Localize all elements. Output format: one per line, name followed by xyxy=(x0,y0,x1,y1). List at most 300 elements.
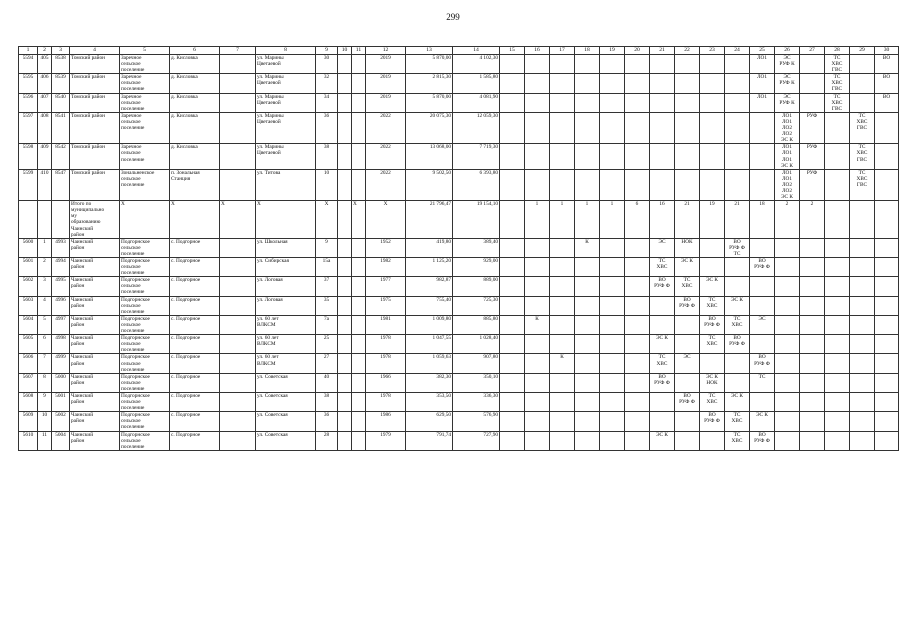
table-cell: ЭС К xyxy=(650,431,675,450)
table-cell xyxy=(650,296,675,315)
table-cell: Подгорнское сельское поселение xyxy=(120,354,170,373)
table-cell xyxy=(525,93,550,112)
table-cell: 1 xyxy=(550,201,575,239)
table-cell: 28 xyxy=(316,431,338,450)
table-cell xyxy=(500,144,525,169)
table-cell xyxy=(500,55,525,74)
table-cell xyxy=(725,169,750,200)
table-cell xyxy=(352,93,366,112)
table-cell xyxy=(725,112,750,143)
table-cell xyxy=(525,431,550,450)
table-cell: 336,30 xyxy=(453,392,500,411)
table-cell: с. Подгорное xyxy=(170,431,220,450)
table-cell: ВО РУФ Ф xyxy=(675,296,700,315)
table-cell: 889,00 xyxy=(453,277,500,296)
table-cell: Заречное сельское поселение xyxy=(120,55,170,74)
table-cell: ул. Марины Цветаевой xyxy=(256,74,316,93)
table-cell xyxy=(525,144,550,169)
table-cell: ТС ХВС xyxy=(650,354,675,373)
table-cell xyxy=(220,238,256,257)
table-cell: ул. Советская xyxy=(256,392,316,411)
table-cell: Подгорнское сельское поселение xyxy=(120,315,170,334)
column-number: 26 xyxy=(775,47,800,55)
table-cell xyxy=(650,74,675,93)
table-cell: 6 xyxy=(38,335,52,354)
table-cell xyxy=(338,354,352,373)
table-cell: 5594 xyxy=(19,55,38,74)
table-cell xyxy=(550,373,575,392)
table-cell: РУФ xyxy=(800,169,825,200)
table-cell xyxy=(850,296,875,315)
table-cell: ул. Марины Цветаевой xyxy=(256,112,316,143)
table-cell xyxy=(875,112,899,143)
table-cell xyxy=(850,201,875,239)
table-cell xyxy=(352,392,366,411)
table-cell: 18 xyxy=(750,201,775,239)
table-cell xyxy=(525,112,550,143)
table-cell: 4994 xyxy=(52,258,70,277)
table-cell: ул. Советская xyxy=(256,431,316,450)
table-cell xyxy=(625,277,650,296)
table-cell: 5 870,00 xyxy=(406,93,453,112)
table-cell xyxy=(338,392,352,411)
table-cell xyxy=(800,354,825,373)
table-cell: ул. 60 лет ВЛКСМ xyxy=(256,315,316,334)
column-number: 23 xyxy=(700,47,725,55)
table-cell xyxy=(725,55,750,74)
table-cell: 35 xyxy=(316,296,338,315)
table-cell: ТС ХВС xyxy=(725,412,750,431)
table-cell: ул. 60 лет ВЛКСМ xyxy=(256,354,316,373)
table-cell: д. Кисловка xyxy=(170,74,220,93)
table-cell: 7а xyxy=(316,315,338,334)
table-cell xyxy=(675,93,700,112)
table-cell: Заречное сельское поселение xyxy=(120,93,170,112)
table-cell: ТС xyxy=(750,373,775,392)
table-cell: 5607 xyxy=(19,373,38,392)
table-cell xyxy=(825,335,850,354)
table-cell xyxy=(525,258,550,277)
table-cell xyxy=(875,277,899,296)
table-cell: с. Подгорное xyxy=(170,258,220,277)
table-cell xyxy=(800,238,825,257)
table-cell: 8538 xyxy=(52,55,70,74)
table-row xyxy=(19,431,899,450)
table-cell xyxy=(700,144,725,169)
table-cell: Х xyxy=(120,201,170,239)
table-cell xyxy=(600,55,625,74)
table-cell: 4993 xyxy=(52,238,70,257)
table-cell xyxy=(52,201,70,239)
table-cell: Томский район xyxy=(70,74,120,93)
table-cell xyxy=(338,412,352,431)
table-cell xyxy=(650,412,675,431)
table-cell xyxy=(650,169,675,200)
table-cell xyxy=(220,258,256,277)
table-cell: Х xyxy=(220,201,256,239)
table-body xyxy=(19,47,899,451)
table-cell: 19 xyxy=(700,201,725,239)
table-cell: 8539 xyxy=(52,74,70,93)
table-cell xyxy=(625,93,650,112)
table-cell: 5001 xyxy=(52,392,70,411)
table-cell: 1981 xyxy=(366,315,406,334)
table-cell xyxy=(600,93,625,112)
table-cell xyxy=(575,93,600,112)
table-cell: 38 xyxy=(316,392,338,411)
table-cell: 1979 xyxy=(366,431,406,450)
table-cell xyxy=(750,392,775,411)
table-cell: 2019 xyxy=(366,55,406,74)
table-cell xyxy=(800,335,825,354)
table-cell: ЭС РУФ К xyxy=(775,55,800,74)
table-cell: 2022 xyxy=(366,144,406,169)
column-number: 14 xyxy=(453,47,500,55)
table-cell: 7 719,30 xyxy=(453,144,500,169)
table-cell: 5599 xyxy=(19,169,38,200)
table-cell xyxy=(600,74,625,93)
table-cell xyxy=(675,55,700,74)
table-cell: 8542 xyxy=(52,144,70,169)
table-cell xyxy=(500,169,525,200)
table-cell xyxy=(800,55,825,74)
table-cell: ЭС РУФ К xyxy=(775,74,800,93)
table-cell xyxy=(775,392,800,411)
table-cell xyxy=(575,296,600,315)
table-cell xyxy=(800,296,825,315)
table-cell: 409 xyxy=(38,144,52,169)
table-cell: 4 102,30 xyxy=(453,55,500,74)
table-cell xyxy=(338,112,352,143)
table-cell xyxy=(675,144,700,169)
table-cell xyxy=(220,335,256,354)
table-cell xyxy=(875,169,899,200)
table-cell: ул. Советская xyxy=(256,373,316,392)
table-cell: Чаинский район xyxy=(70,238,120,257)
table-cell xyxy=(338,144,352,169)
table-cell xyxy=(500,277,525,296)
table-cell xyxy=(775,315,800,334)
table-cell xyxy=(875,431,899,450)
table-cell xyxy=(550,169,575,200)
data-table xyxy=(18,46,899,451)
table-cell: 725,30 xyxy=(453,296,500,315)
table-cell: 629,50 xyxy=(406,412,453,431)
table-cell xyxy=(525,373,550,392)
table-cell: 929,00 xyxy=(453,258,500,277)
table-cell: 9 xyxy=(38,392,52,411)
column-number: 19 xyxy=(600,47,625,55)
table-cell: ВО РУФ Ф xyxy=(750,354,775,373)
table-cell xyxy=(800,74,825,93)
table-row xyxy=(19,277,899,296)
table-cell: 11 xyxy=(38,431,52,450)
table-cell xyxy=(575,277,600,296)
table-cell xyxy=(600,296,625,315)
table-cell xyxy=(800,412,825,431)
table-row xyxy=(19,373,899,392)
table-cell: 1 xyxy=(575,201,600,239)
table-cell xyxy=(352,373,366,392)
table-cell: 27 xyxy=(316,354,338,373)
column-number: 12 xyxy=(366,47,406,55)
column-number: 4 xyxy=(70,47,120,55)
table-cell xyxy=(775,335,800,354)
table-cell xyxy=(338,201,352,239)
table-cell xyxy=(775,277,800,296)
table-cell xyxy=(775,238,800,257)
table-cell xyxy=(500,392,525,411)
table-cell: ТС ХВС xyxy=(725,315,750,334)
table-cell xyxy=(750,112,775,143)
table-cell xyxy=(850,335,875,354)
table-cell: с. Подгорное xyxy=(170,277,220,296)
table-cell: Чаинский район xyxy=(70,258,120,277)
table-cell: 40 xyxy=(316,373,338,392)
table-cell: 12 059,30 xyxy=(453,112,500,143)
table-cell xyxy=(500,335,525,354)
column-number: 3 xyxy=(52,47,70,55)
table-cell: с. Подгорное xyxy=(170,354,220,373)
table-cell: 350,10 xyxy=(453,373,500,392)
table-cell: 1978 xyxy=(366,392,406,411)
table-cell xyxy=(550,412,575,431)
table-cell xyxy=(575,258,600,277)
table-cell xyxy=(550,55,575,74)
table-cell xyxy=(600,354,625,373)
table-cell: 5598 xyxy=(19,144,38,169)
table-cell: Подгорнское сельское поселение xyxy=(120,238,170,257)
table-cell xyxy=(850,431,875,450)
table-cell xyxy=(875,315,899,334)
table-cell xyxy=(825,392,850,411)
table-cell xyxy=(600,144,625,169)
table-row xyxy=(19,169,899,200)
table-cell xyxy=(875,354,899,373)
table-cell: 10 xyxy=(38,412,52,431)
table-cell: 410 xyxy=(38,169,52,200)
table-cell xyxy=(850,354,875,373)
table-cell xyxy=(875,392,899,411)
table-cell xyxy=(650,93,675,112)
table-cell xyxy=(775,296,800,315)
table-cell xyxy=(338,373,352,392)
table-cell: ЭС xyxy=(650,238,675,257)
table-cell xyxy=(825,169,850,200)
table-cell: 353,50 xyxy=(406,392,453,411)
column-number: 21 xyxy=(650,47,675,55)
table-cell: 406 xyxy=(38,74,52,93)
table-cell: 1 059,63 xyxy=(406,354,453,373)
table-cell xyxy=(825,373,850,392)
table-cell xyxy=(800,315,825,334)
table-cell xyxy=(725,277,750,296)
table-cell: 15а xyxy=(316,258,338,277)
page-number: 299 xyxy=(446,12,460,22)
table-cell: Чаинский район xyxy=(70,296,120,315)
table-cell: ТС ХВС xyxy=(650,258,675,277)
table-cell: 1 125,20 xyxy=(406,258,453,277)
table-cell: ВО РУФ Ф xyxy=(725,335,750,354)
table-cell xyxy=(675,74,700,93)
table-cell: ВО РУФ Ф xyxy=(650,277,675,296)
table-cell: 5609 xyxy=(19,412,38,431)
table-cell xyxy=(550,335,575,354)
table-cell: 6 393,80 xyxy=(453,169,500,200)
table-cell: 4999 xyxy=(52,354,70,373)
table-cell: 20 075,30 xyxy=(406,112,453,143)
table-cell xyxy=(500,296,525,315)
table-cell xyxy=(850,392,875,411)
table-cell xyxy=(825,431,850,450)
table-cell: 5606 xyxy=(19,354,38,373)
column-number: 5 xyxy=(120,47,170,55)
table-cell: с. Подгорное xyxy=(170,392,220,411)
table-cell xyxy=(675,315,700,334)
table-cell xyxy=(875,238,899,257)
table-cell xyxy=(550,93,575,112)
table-cell xyxy=(625,144,650,169)
table-cell: Подгорнское сельское поселение xyxy=(120,412,170,431)
table-cell xyxy=(338,238,352,257)
table-cell: НОК xyxy=(675,238,700,257)
table-cell xyxy=(725,144,750,169)
table-cell xyxy=(850,373,875,392)
table-cell xyxy=(625,392,650,411)
table-cell: ВО РУФ Ф xyxy=(750,431,775,450)
column-number: 28 xyxy=(825,47,850,55)
table-cell: Томский район xyxy=(70,55,120,74)
table-cell: 8547 xyxy=(52,169,70,200)
table-cell: ЭС К xyxy=(725,296,750,315)
table-cell: ЭС К xyxy=(675,258,700,277)
table-cell xyxy=(352,169,366,200)
table-cell: Томский район xyxy=(70,112,120,143)
table-cell: ТС ХВС ГВС xyxy=(825,55,850,74)
table-cell xyxy=(352,335,366,354)
table-cell xyxy=(825,238,850,257)
table-cell: 4995 xyxy=(52,277,70,296)
table-cell: 5602 xyxy=(19,277,38,296)
table-cell xyxy=(875,412,899,431)
table-cell xyxy=(220,55,256,74)
table-cell xyxy=(625,431,650,450)
table-cell: Заречное сельское поселение xyxy=(120,112,170,143)
table-cell xyxy=(500,354,525,373)
table-cell xyxy=(575,169,600,200)
column-number: 17 xyxy=(550,47,575,55)
table-cell: 5600 xyxy=(19,238,38,257)
table-cell: 21 xyxy=(725,201,750,239)
table-cell: ЭС К НОК xyxy=(700,373,725,392)
table-row xyxy=(19,144,899,169)
table-cell: К xyxy=(525,315,550,334)
table-row xyxy=(19,74,899,93)
table-cell: Чаинский район xyxy=(70,392,120,411)
table-cell xyxy=(220,412,256,431)
table-cell: 408 xyxy=(38,112,52,143)
table-cell: 755,40 xyxy=(406,296,453,315)
table-cell: ТС ХВС xyxy=(700,392,725,411)
table-cell xyxy=(825,258,850,277)
table-cell xyxy=(650,144,675,169)
column-number: 2 xyxy=(38,47,52,55)
table-cell: К xyxy=(550,354,575,373)
table-cell xyxy=(600,277,625,296)
table-cell: 10 xyxy=(316,169,338,200)
table-cell: ТС ХВС ГВС xyxy=(825,93,850,112)
table-cell xyxy=(600,169,625,200)
table-cell: с. Подгорное xyxy=(170,373,220,392)
table-row xyxy=(19,335,899,354)
table-cell xyxy=(500,258,525,277)
table-cell xyxy=(338,431,352,450)
table-cell: 5604 xyxy=(19,315,38,334)
table-cell xyxy=(575,112,600,143)
table-cell xyxy=(338,258,352,277)
table-cell: Заречное сельское поселение xyxy=(120,144,170,169)
table-cell xyxy=(550,296,575,315)
table-cell xyxy=(675,412,700,431)
table-cell: РУФ xyxy=(800,112,825,143)
table-cell xyxy=(700,112,725,143)
table-cell: ВО РУФ Ф xyxy=(700,412,725,431)
table-cell: 5605 xyxy=(19,335,38,354)
table-cell xyxy=(825,412,850,431)
table-cell: ВО РУФ Ф xyxy=(675,392,700,411)
table-cell xyxy=(220,277,256,296)
table-cell xyxy=(220,431,256,450)
table-cell xyxy=(775,354,800,373)
table-cell: 34 xyxy=(316,93,338,112)
table-cell: 2022 xyxy=(366,169,406,200)
table-cell: ТС ХВС ГВС xyxy=(850,112,875,143)
table-cell: Подгорнское сельское поселение xyxy=(120,335,170,354)
table-cell xyxy=(650,112,675,143)
table-cell: Х xyxy=(316,201,338,239)
table-cell xyxy=(675,431,700,450)
table-cell xyxy=(875,335,899,354)
table-cell xyxy=(625,258,650,277)
table-cell xyxy=(700,238,725,257)
table-cell xyxy=(600,315,625,334)
table-cell: Чаинский район xyxy=(70,412,120,431)
table-cell: 8 xyxy=(38,373,52,392)
table-cell: 1975 xyxy=(366,296,406,315)
table-cell xyxy=(725,373,750,392)
table-cell xyxy=(675,169,700,200)
table-cell: 1 585,80 xyxy=(453,74,500,93)
table-cell: 419,80 xyxy=(406,238,453,257)
table-cell xyxy=(525,74,550,93)
table-cell xyxy=(700,74,725,93)
table-cell xyxy=(220,354,256,373)
table-cell xyxy=(750,335,775,354)
table-cell xyxy=(875,201,899,239)
column-number: 6 xyxy=(170,47,220,55)
table-cell: 2019 xyxy=(366,74,406,93)
table-cell: ЛО1 xyxy=(750,74,775,93)
table-cell xyxy=(600,392,625,411)
table-cell xyxy=(700,258,725,277)
table-cell xyxy=(220,169,256,200)
table-cell xyxy=(625,315,650,334)
column-number: 10 xyxy=(338,47,352,55)
table-cell xyxy=(825,144,850,169)
table-cell xyxy=(775,431,800,450)
table-cell: 2022 xyxy=(366,112,406,143)
table-cell xyxy=(525,169,550,200)
